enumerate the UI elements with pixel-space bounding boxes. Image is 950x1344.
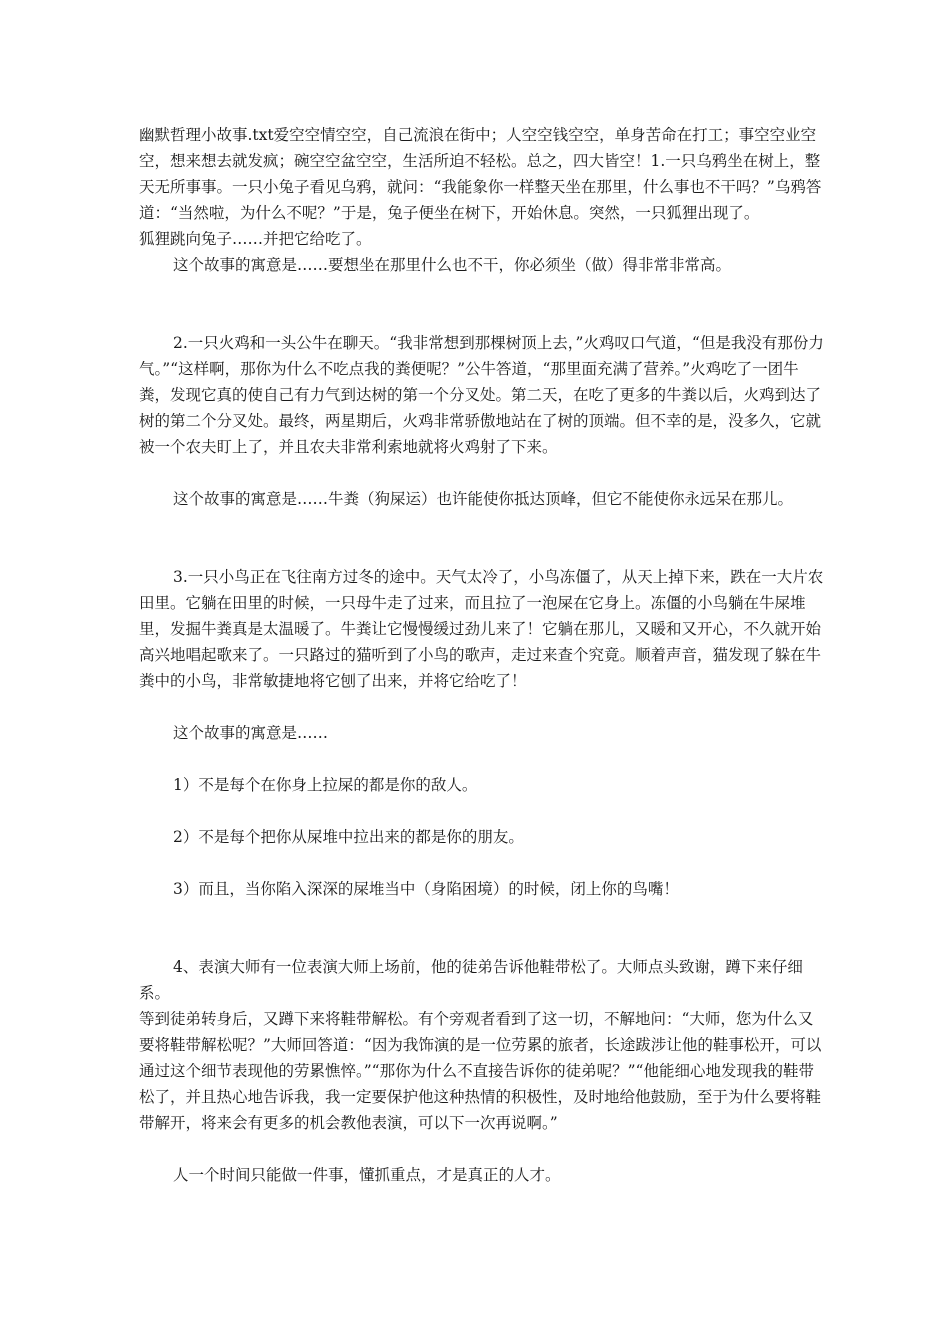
spacer [139, 460, 825, 486]
spacer [139, 902, 825, 954]
paragraph-intro: 幽默哲理小故事.txt爱空空情空空，自己流浪在街中；人空空钱空空，单身苦命在打工；事空空业空空，想来想去就发疯；碗空空盆空空，生活所迫不轻松。总之，四大皆空！1.一只乌鸦坐在树上，整天无所事事。一只小兔子看见乌鸦，就问：“我能象你一样整天坐在那里，什么事也不干吗？”乌鸦答道：“当然啦，为什么不呢？”于是，兔子便坐在树下，开始休息。突然，一只狐狸出现了。 [139, 126, 822, 222]
spacer [139, 746, 825, 772]
spacer [139, 850, 825, 876]
paragraph-story-3: 3.一只小鸟正在飞往南方过冬的途中。天气太冷了，小鸟冻僵了，从天上掉下来，跌在一大片农田里。它躺在田里的时候，一只母牛走了过来，而且拉了一泡屎在它身上。冻僵的小鸟躺在牛屎堆里，发掘牛粪真是太温暖了。牛粪让它慢慢缓过劲儿来了！它躺在那儿，又暖和又开心，不久就开始高兴地唱起歌来了。一只路过的猫听到了小鸟的歌声，走过来查个究竟。顺着声音，猫发现了躲在牛粪中的小鸟，非常敏捷地将它刨了出来，并将它给吃了！ [139, 568, 824, 690]
document-body [139, 122, 825, 1188]
paragraph-moral-1: 这个故事的寓意是……要想坐在那里什么也不干，你必须坐（做）得非常非常高。 [173, 256, 732, 274]
paragraph-moral-2: 这个故事的寓意是……牛粪（狗屎运）也许能使你抵达顶峰，但它不能使你永远呆在那儿。 [173, 490, 794, 508]
spacer [139, 512, 825, 564]
spacer [139, 1136, 825, 1162]
paragraph-story-4-cont: 等到徒弟转身后，又蹲下来将鞋带解松。有个旁观者看到了这一切，不解地问：“大师，您为什么又要将鞋带解松呢？”大师回答道：“因为我饰演的是一位劳累的旅者，长途跋涉让他的鞋事松开，可以通过这个细节表现他的劳累憔悴。”“那你为什么不直接告诉你的徒弟呢？”“他能细心地发现我的鞋带松了，并且热心地告诉我，我一定要保护他这种热情的积极性，及时地给他鼓励，至于为什么要将鞋带解开，将来会有更多的机会教他表演，可以下一次再说啊。” [139, 1010, 822, 1132]
paragraph-moral-3-heading: 这个故事的寓意是…… [173, 724, 329, 742]
paragraph-fox: 狐狸跳向兔子……并把它给吃了。 [139, 230, 372, 248]
paragraph-moral-3-point-1: 1）不是每个在你身上拉屎的都是你的敌人。 [173, 776, 478, 794]
paragraph-story-2: 2.一只火鸡和一头公牛在聊天。“我非常想到那棵树顶上去，”火鸡叹口气道，“但是我没有那份力气。”“这样啊，那你为什么不吃点我的粪便呢？”公牛答道，“那里面充满了营养。”火鸡吃了一团牛粪，发现它真的使自己有力气到达树的第一个分叉处。第二天，在吃了更多的牛粪以后，火鸡到达了树的第二个分叉处。最终，两星期后，火鸡非常骄傲地站在了树的顶端。但不幸的是，没多久，它就被一个农夫盯上了，并且农夫非常利索地就将火鸡射了下来。 [139, 334, 824, 456]
paragraph-moral-4: 人一个时间只能做一件事，懂抓重点，才是真正的人才。 [173, 1166, 561, 1184]
spacer [139, 798, 825, 824]
paragraph-story-4: 4、表演大师有一位表演大师上场前，他的徒弟告诉他鞋带松了。大师点头致谢，蹲下来仔细系。 [139, 958, 803, 1002]
spacer [139, 694, 825, 720]
paragraph-moral-3-point-2: 2）不是每个把你从屎堆中拉出来的都是你的朋友。 [173, 828, 524, 846]
spacer [139, 278, 825, 330]
paragraph-moral-3-point-3: 3）而且，当你陷入深深的屎堆当中（身陷困境）的时候，闭上你的鸟嘴！ [173, 880, 679, 898]
